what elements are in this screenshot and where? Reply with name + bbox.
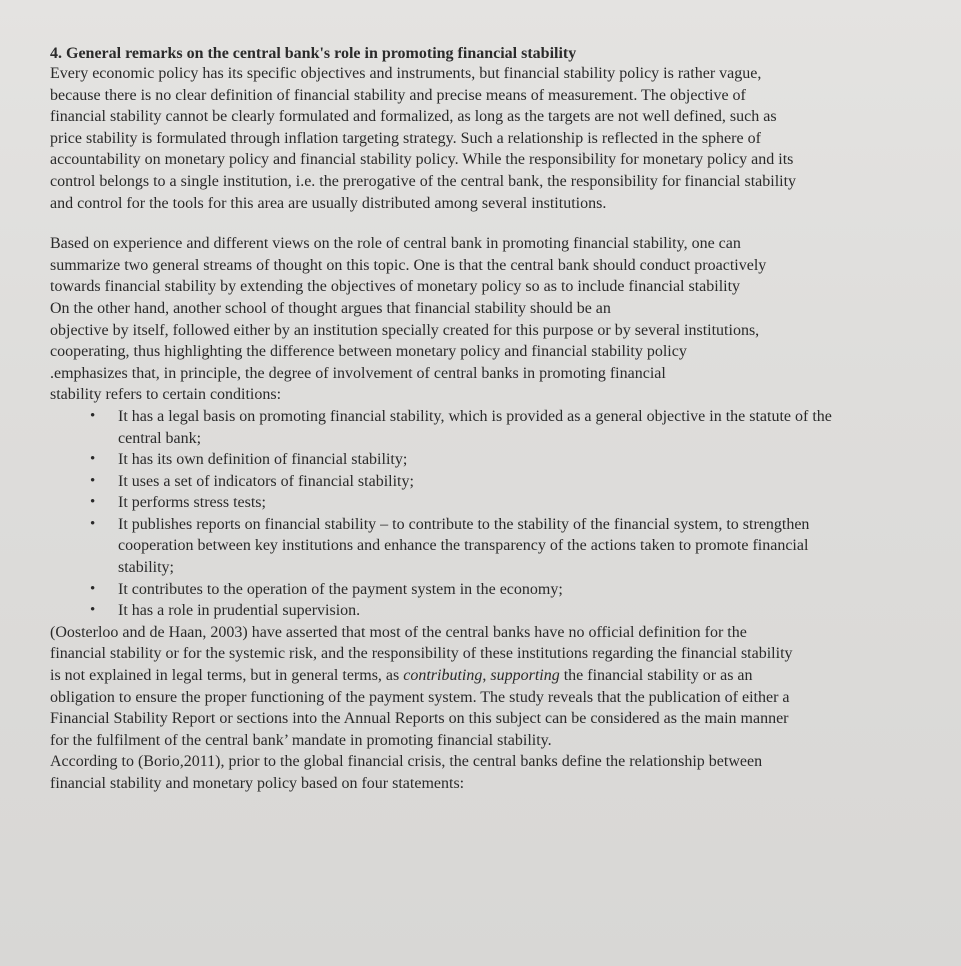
list-item (90, 579, 931, 601)
text-line: • It contributes to the operation of the payment system in the economy; (118, 580, 563, 598)
italic-text-contributing: contributing (403, 667, 483, 685)
text-line: summarize two general streams of thought on this topic. One is that the central bank should conduct proactively (50, 256, 767, 274)
text-line: obligation to ensure the proper functioning of the payment system. The study reveals that the publication of either a (50, 688, 790, 706)
text-run: , (482, 667, 491, 685)
list-item (90, 514, 931, 579)
text-line: central bank; (118, 429, 202, 447)
text-line: • It has a role in prudential supervision. (118, 602, 361, 620)
text-line: price stability is formulated through inflation targeting strategy. Such a relationship is reflected in the sphere of (50, 129, 761, 147)
text-line: cooperation between key institutions and enhance the transparency of the actions taken to promote financial (118, 537, 809, 555)
text-line: • It has its own definition of financial stability; (118, 451, 408, 469)
text-run: the financial stability or as an (559, 667, 753, 685)
text-line: accountability on monetary policy and financial stability policy. While the responsibility for monetary policy and its (50, 151, 794, 169)
text-line: • It uses a set of indicators of financial stability; (118, 472, 414, 490)
list-item (90, 449, 931, 471)
text-line: objective by itself, followed either by an institution specially created for this purpose or by several institutions, (50, 321, 760, 339)
paragraph-oosterloo-de-haan (50, 622, 931, 752)
text-line: stability refers to certain conditions: (50, 386, 282, 404)
text-line: • It publishes reports on financial stability – to contribute to the stability of the financial system, to strengthen (118, 515, 810, 533)
conditions-list (50, 406, 931, 622)
text-line: financial stability or for the systemic risk, and the responsibility of these institutions regarding the financial stability (50, 645, 793, 663)
paragraph-objectives (50, 63, 931, 214)
text-line-mixed (50, 665, 931, 687)
text-line: control belongs to a single institution, i.e. the prerogative of the central bank, the responsibility for financial stability (50, 172, 797, 190)
text-line: • It has a legal basis on promoting financial stability, which is provided as a general objective in the statute of the (118, 407, 832, 425)
text-line: Financial Stability Report or sections into the Annual Reports on this subject can be considered as the main manner (50, 710, 789, 728)
text-line: (Oosterloo and de Haan, 2003) have asserted that most of the central banks have no official definition for the (50, 623, 747, 641)
text-run: is not explained in legal terms, but in general terms, as (50, 667, 404, 685)
text-line: and control for the tools for this area are usually distributed among several institutions. (50, 194, 607, 212)
text-line: .emphasizes that, in principle, the degree of involvement of central banks in promoting financial (50, 364, 666, 382)
text-line: stability; (118, 559, 174, 577)
text-line: According to (Borio,2011), prior to the global financial crisis, the central banks define the relationship between (50, 753, 763, 771)
text-line: • It performs stress tests; (118, 494, 266, 512)
text-line: financial stability and monetary policy based on four statements: (50, 775, 465, 792)
list-item (90, 406, 931, 449)
text-line: financial stability cannot be clearly formulated and formalized, as long as the targets are not well defined, such as (50, 108, 777, 126)
italic-text-supporting: supporting (490, 667, 560, 685)
text-line: cooperating, thus highlighting the difference between monetary policy and financial stability policy (50, 343, 687, 361)
list-item (90, 600, 931, 622)
text-line: towards financial stability by extending the objectives of monetary policy so as to include financial stability (50, 278, 741, 296)
list-item (90, 471, 931, 493)
list-item (90, 492, 931, 514)
paragraph-streams-of-thought (50, 233, 931, 406)
text-line: Every economic policy has its specific objectives and instruments, but financial stability policy is rather vague, (50, 65, 762, 82)
text-line: for the fulfilment of the central bank’ mandate in promoting financial stability. (50, 731, 552, 749)
section-heading: 4. General remarks on the central bank's role in promoting financial stability (50, 45, 577, 62)
text-line: because there is no clear definition of financial stability and precise means of measurement. The objective of (50, 86, 746, 104)
text-line: On the other hand, another school of thought argues that financial stability should be an (50, 299, 611, 317)
paragraph-borio (50, 751, 931, 794)
text-line: Based on experience and different views on the role of central bank in promoting financial stability, one can (50, 235, 741, 253)
